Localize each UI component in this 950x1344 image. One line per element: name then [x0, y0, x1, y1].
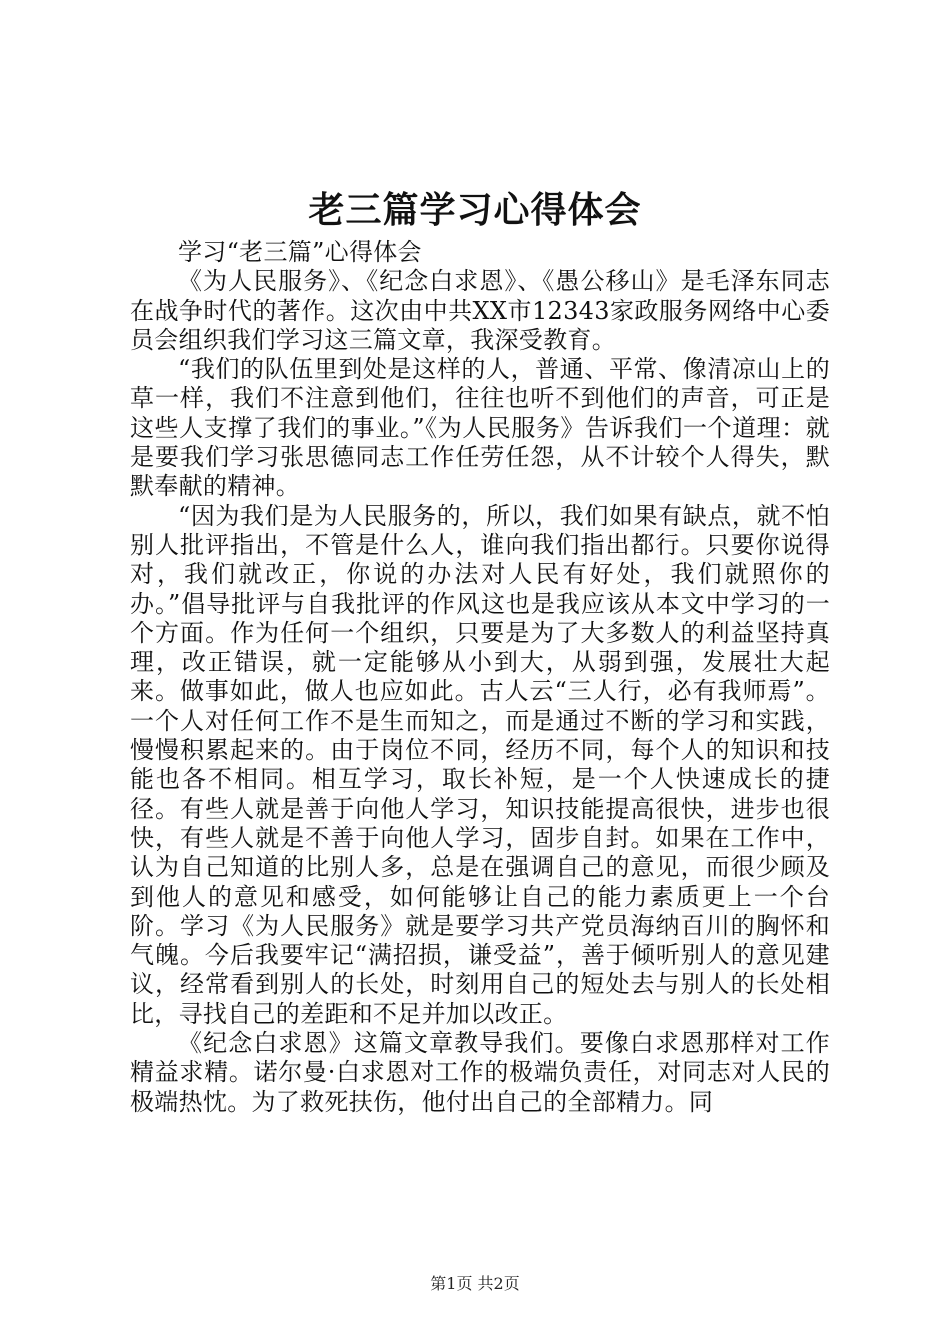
paragraph-bethune: 《纪念白求恩》这篇文章教导我们。要像白求恩那样对工作精益求精。诺尔曼·白求恩对工作的极端负责任，对同志对人民的极端热忱。为了救死扶伤，他付出自己的全部精力。同	[130, 1029, 830, 1116]
paragraph-intro: 《为人民服务》、《纪念白求恩》、《愚公移山》是毛泽东同志在战争时代的著作。这次由中共XX市12343家政服务网络中心委员会组织我们学习这三篇文章，我深受教育。	[130, 267, 830, 354]
paragraph-subtitle: 学习“老三篇”心得体会	[178, 238, 422, 266]
paragraph-criticism: “因为我们是为人民服务的，所以，我们如果有缺点，就不怕别人批评指出，不管是什么人，谁向我们指出都行。只要你说得对，我们就改正，你说的办法对人民有好处，我们就照你的办。”倡导批评与自我批评的作风这也是我应该从本文中学习的一个方面。作为任何一个组织，只要是为了大多数人的利益坚持真理，改正错误，就一定能够从小到大，从弱到强，发展壮大起来。做事如此，做人也应如此。古人云“三人行，必有我师焉”。一个人对任何工作不是生而知之，而是通过不断的学习和实践，慢慢积累起来的。由于岗位不同，经历不同，每个人的知识和技能也各不相同。相互学习，取长补短，是一个人快速成长的捷径。有些人就是善于向他人学习，知识技能提高很快，进步也很快，有些人就是不善于向他人学习，固步自封。如果在工作中，认为自己知道的比别人多，总是在强调自己的意见，而很少顾及到他人的意见和感受，如何能够让自己的能力素质更上一个台阶。学习《为人民服务》就是要学习共产党员海纳百川的胸怀和气魄。今后我要牢记“满招损，谦受益”，善于倾听别人的意见建议，经常看到别人的长处，时刻用自己的短处去与别人的长处相比，寻找自己的差距和不足并加以改正。	[130, 501, 830, 1028]
paragraph-serve-people-quote: “我们的队伍里到处是这样的人，普通、平常、像清凉山上的草一样，我们不注意到他们，往往也听不到他们的声音，可正是这些人支撑了我们的事业。”《为人民服务》告诉我们一个道理：就是要我们学习张思德同志工作任劳任怨，从不计较个人得失，默默奉献的精神。	[130, 355, 830, 501]
page-number-footer: 第1页 共2页	[430, 1274, 520, 1293]
document-title: 老三篇学习心得体会	[308, 189, 642, 231]
document-body	[130, 238, 830, 1117]
